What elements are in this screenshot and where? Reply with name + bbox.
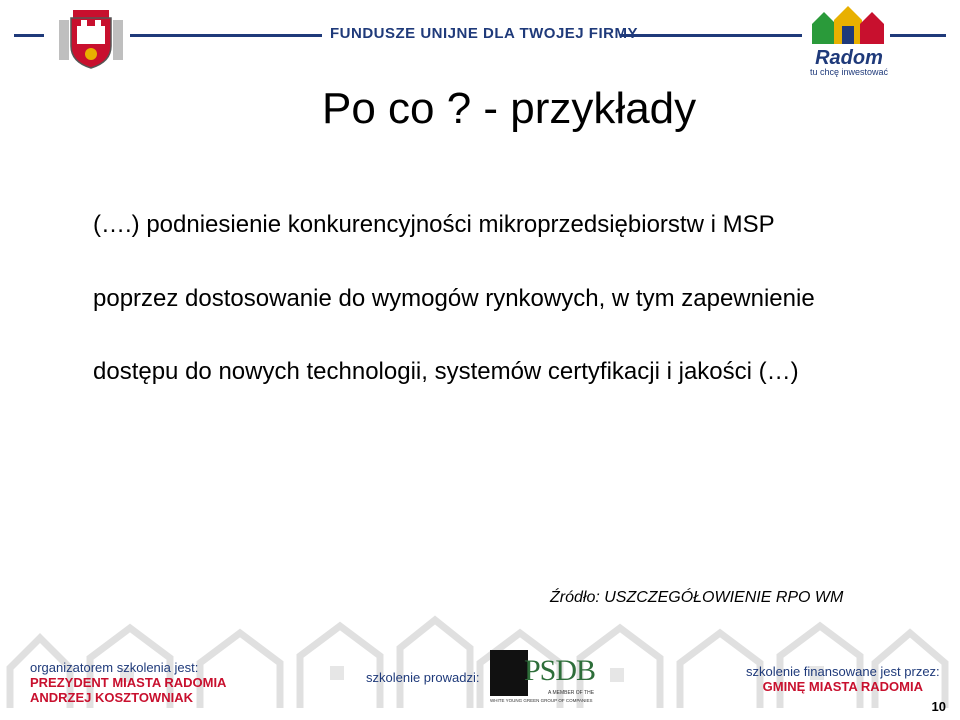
radom-logo-tagline: tu chcę inwestować bbox=[809, 67, 889, 77]
organizer-block bbox=[30, 660, 226, 705]
body-line-2: poprzez dostosowanie do wymogów rynkowych, w tym zapewnienie bbox=[93, 285, 815, 312]
page-number: 10 bbox=[931, 699, 946, 714]
header-rule-right bbox=[620, 34, 802, 37]
body-line-3: dostępu do nowych technologii, systemów certyfikacji i jakości (…) bbox=[93, 358, 799, 385]
header-rule-left bbox=[14, 34, 44, 37]
header-rule-far-right bbox=[890, 34, 946, 37]
conducted-label: szkolenie prowadzi: bbox=[366, 670, 480, 685]
header-rule-mid bbox=[130, 34, 322, 37]
organizer-line-1: PREZYDENT MIASTA RADOMIA bbox=[30, 675, 227, 690]
header-title: FUNDUSZE UNIJNE DLA TWOJEJ FIRMY bbox=[330, 25, 638, 42]
psdb-member-text: A MEMBER OF THE bbox=[548, 690, 595, 696]
organizer-label: organizatorem szkolenia jest: bbox=[30, 660, 199, 675]
psdb-logo-text: PSDB bbox=[524, 654, 596, 687]
coat-of-arms-icon bbox=[55, 6, 127, 70]
funded-by: GMINĘ MIASTA RADOMIA bbox=[762, 679, 923, 694]
source-note: Źródło: USZCZEGÓŁOWIENIE RPO WM bbox=[550, 589, 844, 606]
body-line-1: (….) podniesienie konkurencyjności mikroprzedsiębiorstw i MSP bbox=[93, 211, 775, 238]
organizer-line-2: ANDRZEJ KOSZTOWNIAK bbox=[30, 690, 193, 705]
radom-logo-name: Radom bbox=[815, 47, 883, 69]
psdb-logo bbox=[490, 650, 600, 706]
houses-logo-icon bbox=[806, 4, 892, 44]
psdb-logo-mark bbox=[490, 650, 528, 696]
psdb-group-text: WHITE YOUNG GREEN GROUP OF COMPANIES bbox=[490, 698, 593, 703]
slide-title: Po co ? - przykłady bbox=[322, 84, 697, 133]
funded-label: szkolenie finansowane jest przez: bbox=[746, 664, 940, 679]
funded-block bbox=[746, 664, 940, 694]
radom-logo bbox=[806, 4, 892, 77]
